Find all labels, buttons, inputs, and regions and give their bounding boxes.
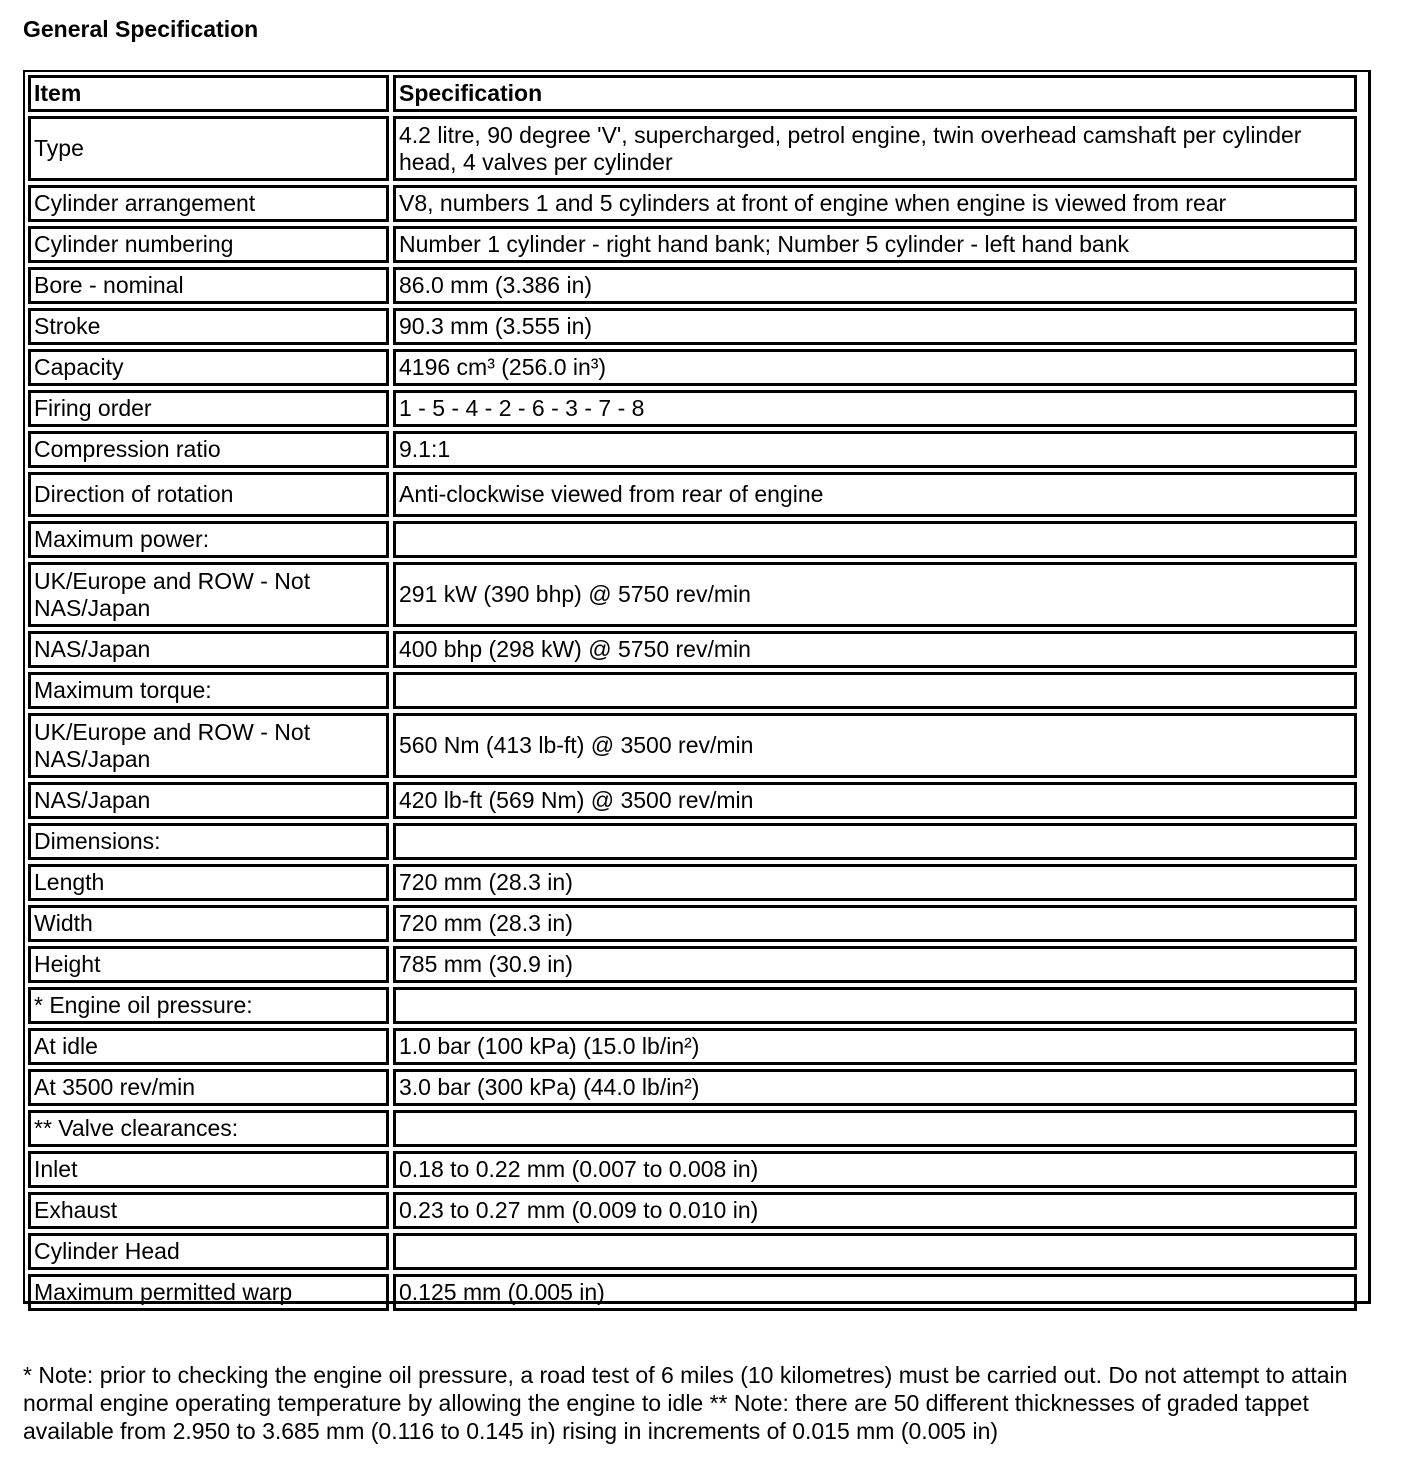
item-cell: Cylinder Head: [28, 1233, 389, 1270]
item-cell: UK/Europe and ROW - Not NAS/Japan: [28, 713, 389, 778]
spec-cell: [393, 1110, 1357, 1147]
spec-cell: [393, 521, 1357, 558]
spec-cell: 1 - 5 - 4 - 2 - 6 - 3 - 7 - 8: [393, 390, 1357, 427]
spec-cell: 4196 cm³ (256.0 in³): [393, 349, 1357, 386]
spec-cell: 400 bhp (298 kW) @ 5750 rev/min: [393, 631, 1357, 668]
item-cell: Cylinder arrangement: [28, 185, 389, 222]
item-cell: Exhaust: [28, 1192, 389, 1229]
table-row: [28, 713, 1357, 778]
spec-cell: 1.0 bar (100 kPa) (15.0 lb/in²): [393, 1028, 1357, 1065]
table-row: [28, 1233, 1357, 1270]
item-cell: Width: [28, 905, 389, 942]
item-cell: Height: [28, 946, 389, 983]
spec-cell: [393, 672, 1357, 709]
spec-table-frame: [23, 70, 1371, 1304]
item-cell: Capacity: [28, 349, 389, 386]
item-cell: At 3500 rev/min: [28, 1069, 389, 1106]
header-specification: Specification: [393, 75, 1357, 112]
spec-cell: Anti-clockwise viewed from rear of engine: [393, 472, 1357, 517]
table-row: [28, 562, 1357, 627]
table-row: [28, 1069, 1357, 1106]
spec-cell: [393, 1233, 1357, 1270]
spec-cell: 785 mm (30.9 in): [393, 946, 1357, 983]
table-row: [28, 1192, 1357, 1229]
table-row: [28, 431, 1357, 468]
item-cell: Bore - nominal: [28, 267, 389, 304]
table-row: [28, 1110, 1357, 1147]
spec-cell: 90.3 mm (3.555 in): [393, 308, 1357, 345]
spec-cell: 3.0 bar (300 kPa) (44.0 lb/in²): [393, 1069, 1357, 1106]
spec-cell: 560 Nm (413 lb-ft) @ 3500 rev/min: [393, 713, 1357, 778]
item-cell: ** Valve clearances:: [28, 1110, 389, 1147]
spec-cell: V8, numbers 1 and 5 cylinders at front of engine when engine is viewed from rear: [393, 185, 1357, 222]
table-row: [28, 308, 1357, 345]
item-cell: Maximum torque:: [28, 672, 389, 709]
table-row: [28, 185, 1357, 222]
table-header-row: [28, 75, 1357, 112]
item-cell: Length: [28, 864, 389, 901]
item-cell: Dimensions:: [28, 823, 389, 860]
table-row: [28, 267, 1357, 304]
header-item: Item: [28, 75, 389, 112]
item-cell: Stroke: [28, 308, 389, 345]
spec-cell: 0.18 to 0.22 mm (0.007 to 0.008 in): [393, 1151, 1357, 1188]
table-row: [28, 521, 1357, 558]
item-cell: Maximum permitted warp: [28, 1274, 389, 1311]
table-row: [28, 472, 1357, 517]
spec-cell: 0.125 mm (0.005 in): [393, 1274, 1357, 1311]
table-row: [28, 905, 1357, 942]
table-row: [28, 946, 1357, 983]
table-row: [28, 349, 1357, 386]
table-row: [28, 864, 1357, 901]
table-row: [28, 390, 1357, 427]
item-cell: NAS/Japan: [28, 782, 389, 819]
table-row: [28, 823, 1357, 860]
spec-table: [24, 71, 1361, 1315]
item-cell: Maximum power:: [28, 521, 389, 558]
item-cell: Compression ratio: [28, 431, 389, 468]
spec-cell: [393, 987, 1357, 1024]
spec-cell: Number 1 cylinder - right hand bank; Number 5 cylinder - left hand bank: [393, 226, 1357, 263]
item-cell: Firing order: [28, 390, 389, 427]
table-row: [28, 1274, 1357, 1311]
spec-cell: 720 mm (28.3 in): [393, 864, 1357, 901]
item-cell: Type: [28, 116, 389, 181]
spec-cell: [393, 823, 1357, 860]
table-row: [28, 672, 1357, 709]
spec-cell: 720 mm (28.3 in): [393, 905, 1357, 942]
table-row: [28, 1028, 1357, 1065]
footnote: * Note: prior to checking the engine oil pressure, a road test of 6 miles (10 kilometres) must be carried out. Do not attempt to attain normal engine operating temperature by allowing the engine to idle ** Note: there are 50 different thicknesses of graded tappet available from 2.950 to 3.685 mm (0.116 to 0.145 in) rising in increments of 0.015 mm (0.005 in): [23, 1362, 1348, 1444]
spec-cell: 86.0 mm (3.386 in): [393, 267, 1357, 304]
spec-cell: 4.2 litre, 90 degree 'V', supercharged, petrol engine, twin overhead camshaft per cylinder head, 4 valves per cylinder: [393, 116, 1357, 181]
item-cell: Cylinder numbering: [28, 226, 389, 263]
item-cell: Inlet: [28, 1151, 389, 1188]
item-cell: UK/Europe and ROW - Not NAS/Japan: [28, 562, 389, 627]
spec-cell: 291 kW (390 bhp) @ 5750 rev/min: [393, 562, 1357, 627]
item-cell: Direction of rotation: [28, 472, 389, 517]
table-row: [28, 1151, 1357, 1188]
spec-cell: 9.1:1: [393, 431, 1357, 468]
page-title: General Specification: [23, 16, 259, 42]
table-row: [28, 782, 1357, 819]
table-row: [28, 226, 1357, 263]
table-row: [28, 987, 1357, 1024]
item-cell: NAS/Japan: [28, 631, 389, 668]
item-cell: * Engine oil pressure:: [28, 987, 389, 1024]
spec-cell: 420 lb-ft (569 Nm) @ 3500 rev/min: [393, 782, 1357, 819]
table-row: [28, 116, 1357, 181]
spec-cell: 0.23 to 0.27 mm (0.009 to 0.010 in): [393, 1192, 1357, 1229]
item-cell: At idle: [28, 1028, 389, 1065]
table-row: [28, 631, 1357, 668]
